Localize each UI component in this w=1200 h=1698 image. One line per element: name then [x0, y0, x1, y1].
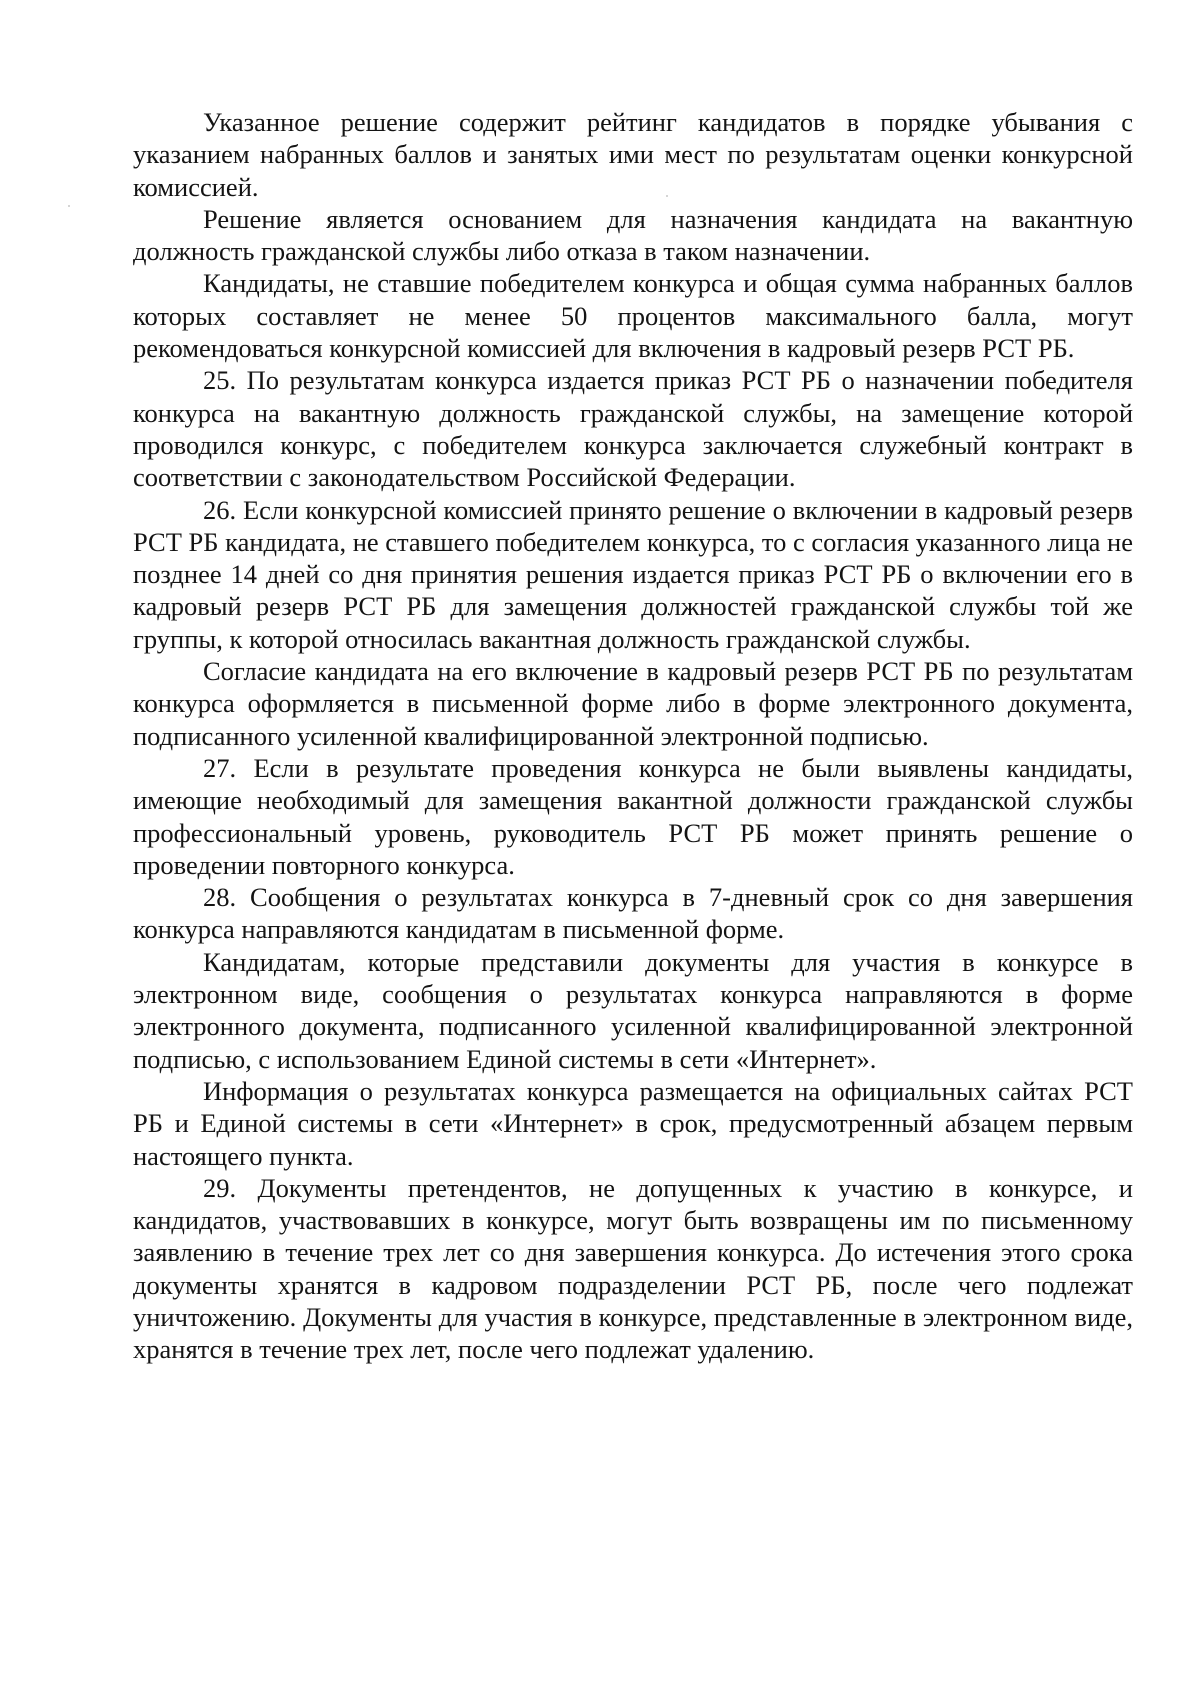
- paragraph-item-27: 27. Если в результате проведения конкурса не были выявлены кандидаты, имеющие необходимый для замещения вакантной должности гражданской службы профессиональный уровень, руководитель РСТ РБ может принять решение о проведении повторного конкурса.: [133, 752, 1133, 880]
- scan-speck: [68, 205, 70, 207]
- document-body: [133, 106, 1133, 1366]
- paragraph-results-publication: Информация о результатах конкурса размещается на официальных сайтах РСТ РБ и Единой системы в сети «Интернет» в срок, предусмотренный абзацем первым настоящего пункта.: [133, 1075, 1133, 1171]
- paragraph-rating-description: Указанное решение содержит рейтинг кандидатов в порядке убывания с указанием набранных баллов и занятых ими мест по результатам оценки конкурсной комиссией.: [133, 107, 1133, 202]
- paragraph-item-26: 26. Если конкурсной комиссией принято решение о включении в кадровый резерв РСТ РБ кандидата, не ставшего победителем конкурса, то с согласия указанного лица не позднее 14 дней со дня принятия решения издается приказ РСТ РБ о включении его в кадровый резерв РСТ РБ для замещения должностей гражданской службы той же группы, к которой относилась вакантная должность гражданской службы.: [133, 494, 1133, 654]
- paragraph-decision-basis: Решение является основанием для назначения кандидата на вакантную должность гражданской службы либо отказа в таком назначении.: [133, 203, 1133, 267]
- paragraph-reserve-recommendation: Кандидаты, не ставшие победителем конкурса и общая сумма набранных баллов которых составляет не менее 50 процентов максимального балла, могут рекомендоваться конкурсной комиссией для включения в кадровый резерв РСТ РБ.: [133, 268, 1133, 364]
- paragraph-item-28: 28. Сообщения о результатах конкурса в 7-дневный срок со дня завершения конкурса направляются кандидатам в письменной форме.: [133, 882, 1133, 945]
- paragraph-item-25: 25. По результатам конкурса издается приказ РСТ РБ о назначении победителя конкурса на вакантную должность гражданской службы, на замещение которой проводился конкурс, с победителем конкурса заключается служебный контракт в соответствии с законодательством Российской Федерации.: [133, 365, 1133, 493]
- paragraph-item-29: 29. Документы претендентов, не допущенных к участию в конкурсе, и кандидатов, участвовавших в конкурсе, могут быть возвращены им по письменному заявлению в течение трех лет со дня завершения конкурса. До истечения этого срока документы хранятся в кадровом подразделении РСТ РБ, после чего подлежат уничтожению. Документы для участия в конкурсе, представленные в электронном виде, хранятся в течение трех лет, после чего подлежат удалению.: [133, 1172, 1133, 1365]
- paragraph-electronic-notification: Кандидатам, которые представили документы для участия в конкурсе в электронном виде, сообщения о результатах конкурса направляются в форме электронного документа, подписанного усиленной квалифицированной электронной подписью, с использованием Единой системы в сети «Интернет».: [133, 946, 1133, 1074]
- paragraph-candidate-consent: Согласие кандидата на его включение в кадровый резерв РСТ РБ по результатам конкурса оформляется в письменной форме либо в форме электронного документа, подписанного усиленной квалифицированной электронной подписью.: [133, 656, 1133, 751]
